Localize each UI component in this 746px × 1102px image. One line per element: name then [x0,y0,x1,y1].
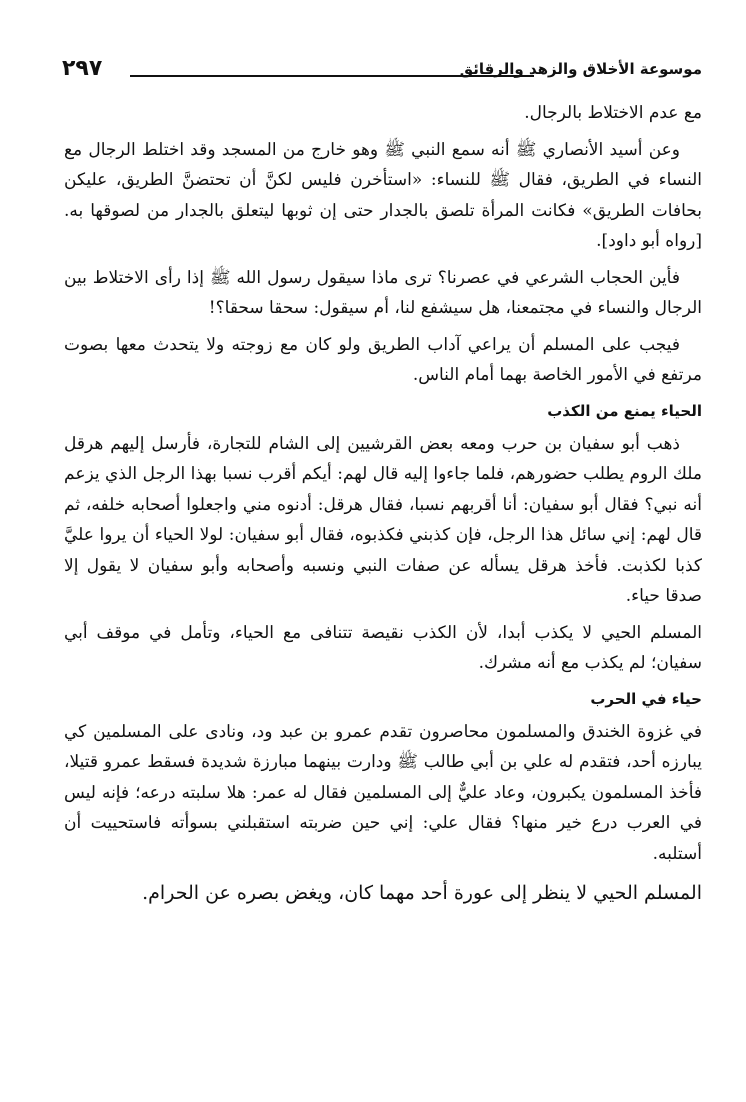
paragraph: فأين الحجاب الشرعي في عصرنا؟ ترى ماذا سيقول رسول الله ﷺ إذا رأى الاختلاط بين الرجال والنساء في مجتمعنا، هل سيشفع لنا، أم سيقول: سحقا سحقا؟! [64,267,702,318]
paragraph: ذهب أبو سفيان بن حرب ومعه بعض القرشيين إلى الشام للتجارة، فأرسل إليهم هرقل ملك الروم يطلب حضورهم، فلما جاءوا إليه قال لهم: أيكم أقرب نسبا بهذا الرجل الذي يزعم أنه نبي؟ فقال أبو سفيان: أنا أقربهم نسبا، فقال هرقل: أدنوه مني واجعلوا أصحابه خلفه، ثم قال لهم: إني سائل هذا الرجل، فإن كذبني فكذبوه، فقال أبو سفيان: لولا الحياء أن يروا عليَّ كذبا لكذبت. فأخذ هرقل يسأله عن صفات النبي ونسبه وأصحابه وأبو سفيان لا يقول إلا صدقا حياء. [64,433,702,606]
page-body [64,98,702,917]
page-header [62,56,702,84]
section-heading: حياء في الحرب [590,689,702,708]
paragraph: المسلم الحيي لا يكذب أبدا، لأن الكذب نقيصة تتنافى مع الحياء، وتأمل في موقف أبي سفيان؛ لم يكذب مع أنه مشرك. [64,622,702,673]
closing-statement: المسلم الحيي لا ينظر إلى عورة أحد مهما كان، ويغض بصره عن الحرام. [142,882,702,904]
section-heading: الحياء يمنع من الكذب [547,401,702,420]
paragraph: وعن أسيد الأنصاري ﷺ أنه سمع النبي ﷺ وهو خارج من المسجد وقد اختلط الرجال مع النساء في الطريق، فقال ﷺ للنساء: «استأخرن فليس لكنَّ أن تحتضنَّ الطريق، عليكن بحافات الطريق» فكانت المرأة تلصق بالجدار حتى إن ثوبها ليتعلق بالجدار من لصوقها به. [رواه أبو داود]. [64,139,702,251]
running-title: موسوعة الأخلاق والزهد والرقائق [459,60,702,78]
page-number: ٢٩٧ [62,56,103,81]
paragraph: فيجب على المسلم أن يراعي آداب الطريق ولو كان مع زوجته ولا يتحدث معها بصوت مرتفع في الأمور الخاصة بهما أمام الناس. [64,334,702,385]
paragraph: مع عدم الاختلاط بالرجال. [524,103,702,123]
paragraph: في غزوة الخندق والمسلمون محاصرون تقدم عمرو بن عبد ود، ونادى على المسلمين كي يبارزه أحد، فتقدم له علي بن أبي طالب ﷺ ودارت بينهما مبارزة شديدة فسقط عمرو قتيلا، فأخذ المسلمون يكبرون، وعاد عليٌّ إلى المسلمين فقال له عمر: هلا سلبته درعه؛ فإنه ليس في العرب درع خير منها؟ فقال علي: إني حين ضربته استقبلني بسوأته فاستحييت أن أستلبه. [64,721,702,864]
